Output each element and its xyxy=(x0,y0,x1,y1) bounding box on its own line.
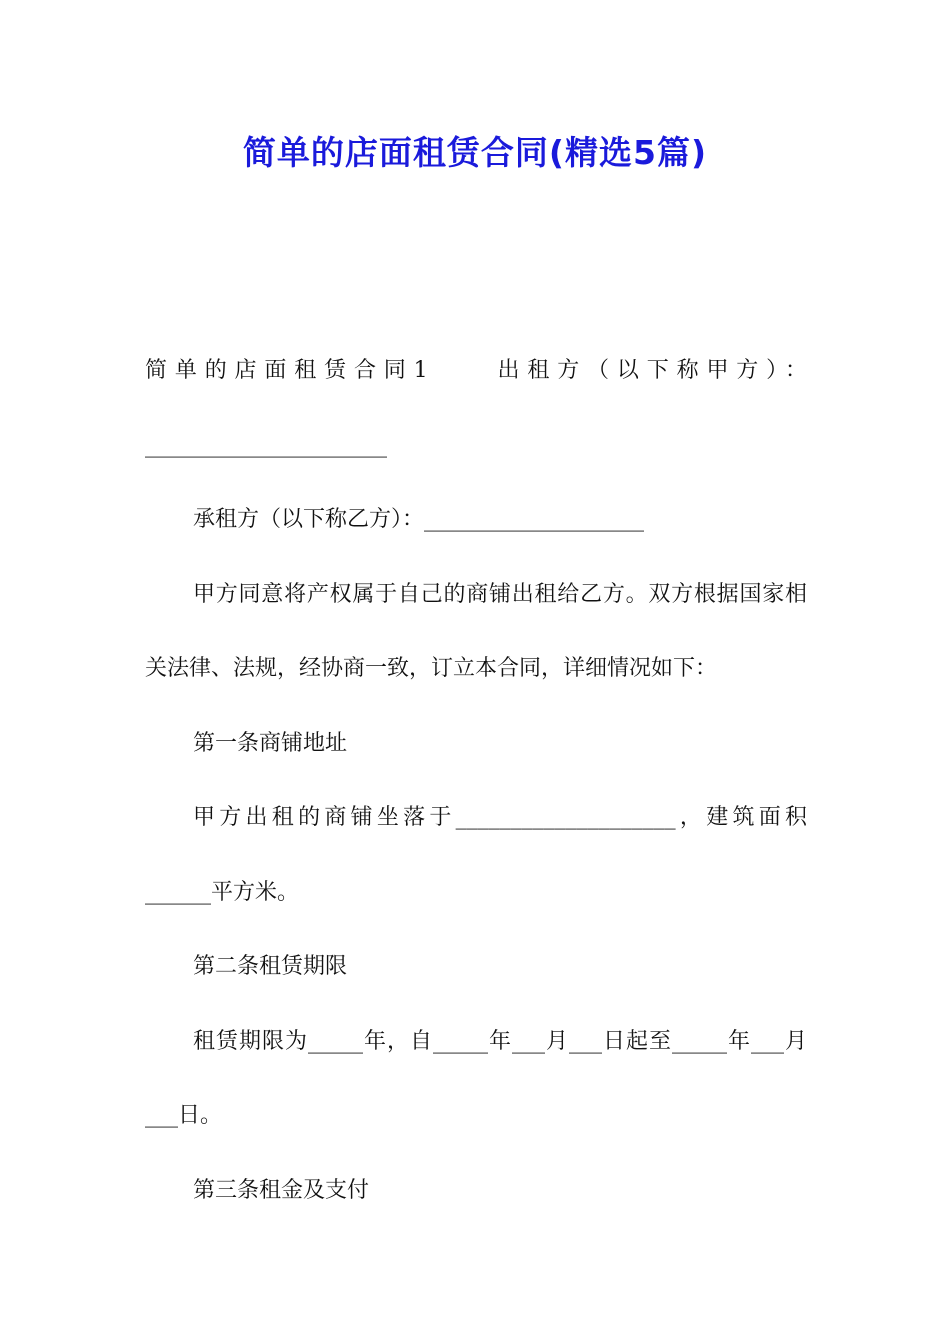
contract-heading: 简单的店面租赁合同1 xyxy=(145,358,428,383)
document-body xyxy=(145,334,807,1228)
article-2-heading: 第二条租赁期限 xyxy=(193,954,348,979)
lessor-line: 出租方（以下称甲方）：______________________ xyxy=(145,358,807,458)
paragraph-lease-term: 租赁期限为_____年，自_____年___月___日起至_____年___月___日。 xyxy=(145,1028,807,1128)
article-3-heading: 第三条租金及支付 xyxy=(193,1177,370,1203)
paragraph-shop-address: 甲方出租的商铺坐落于____________________，建筑面积______平方米。 xyxy=(145,805,807,905)
paragraph-lessee: 承租方（以下称乙方）：____________________ xyxy=(193,507,645,532)
document-title: 简单的店面租赁合同(精选5篇) xyxy=(242,133,708,172)
paragraph-agreement: 甲方同意将产权属于自己的商铺出租给乙方。双方根据国家相关法律、法规，经协商一致，订立本合同，详细情况如下： xyxy=(145,581,807,681)
article-1-heading: 第一条商铺地址 xyxy=(193,730,348,756)
paragraph-lessor xyxy=(145,334,807,483)
